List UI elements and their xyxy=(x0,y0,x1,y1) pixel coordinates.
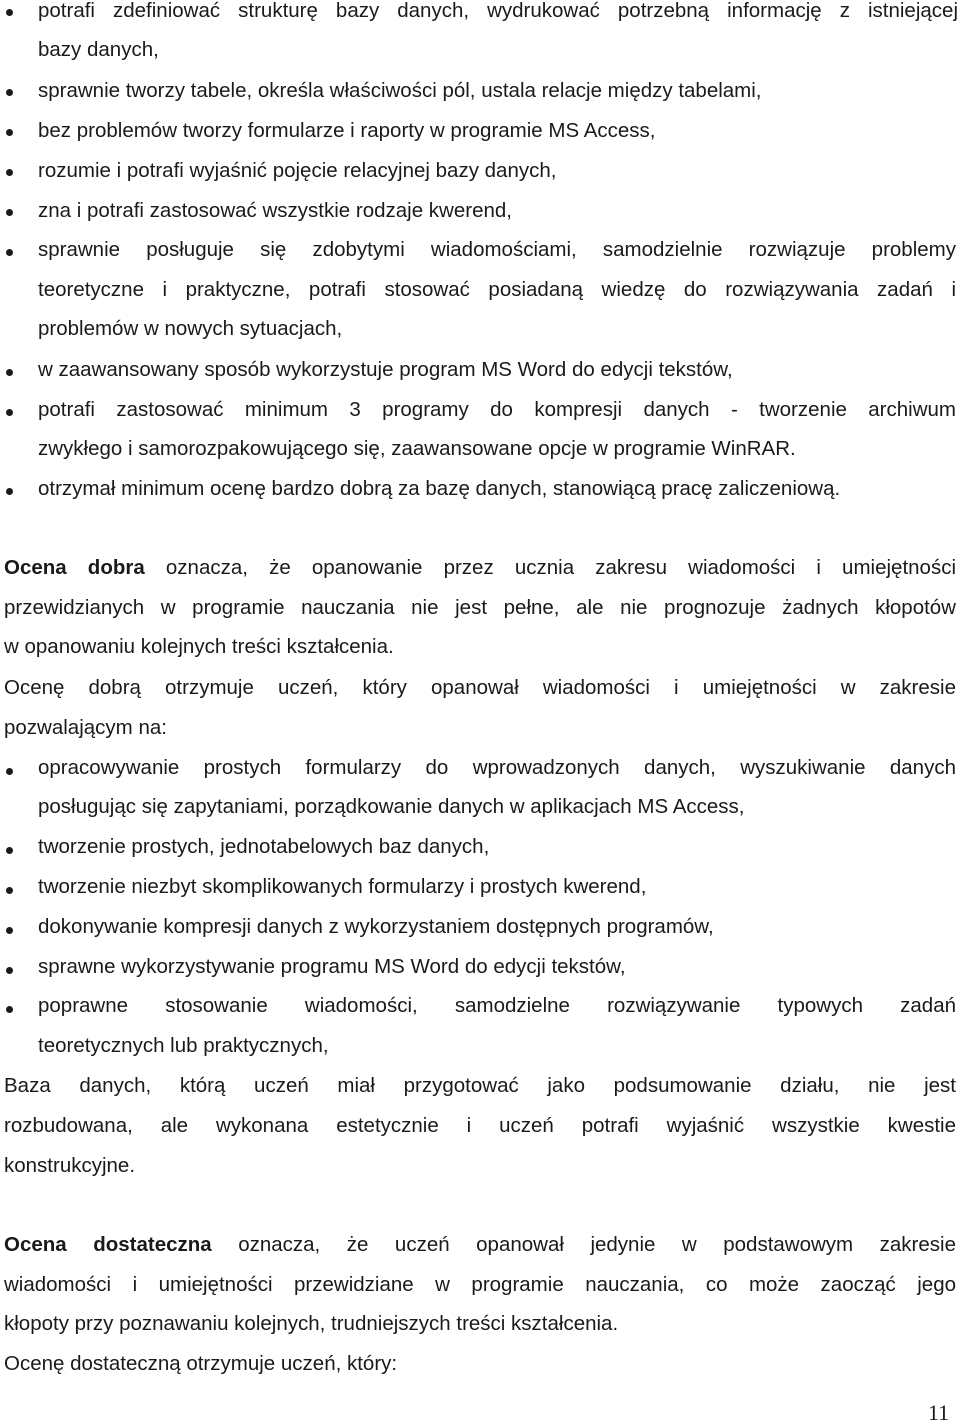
list-item-line: rozumie i potrafi wyjaśnić pojęcie relacyjnej bazy danych, xyxy=(38,159,557,182)
bullet-icon xyxy=(6,967,13,974)
list-item-line: teoretycznych lub praktycznych, xyxy=(38,1034,329,1057)
bullet-icon xyxy=(6,9,13,16)
paragraph-line: pozwalającym na: xyxy=(4,716,167,739)
list-item-line: problemów w nowych sytuacjach, xyxy=(38,317,343,340)
list-item-line: bazy danych, xyxy=(38,38,159,61)
bullet-icon xyxy=(6,89,13,96)
list-item-line: w zaawansowany sposób wykorzystuje program MS Word do edycji tekstów, xyxy=(38,358,733,381)
bullet-icon xyxy=(6,768,13,775)
bullet-icon xyxy=(6,847,13,854)
grade-heading: Ocena dostateczna xyxy=(4,1233,212,1256)
list-item-line: sprawnie posługuje się zdobytymi wiadomościami, samodzielnie rozwiązuje problemy xyxy=(38,238,956,261)
list-item-line: teoretyczne i praktyczne, potrafi stosować posiadaną wiedzę do rozwiązywania zadań i xyxy=(38,278,956,301)
bullet-icon xyxy=(6,409,13,416)
bullet-icon xyxy=(6,369,13,376)
list-item-line: potrafi zdefiniować strukturę bazy danych, wydrukować potrzebną informację z istniejącej xyxy=(38,0,958,22)
list-item-line: sprawne wykorzystywanie programu MS Word do edycji tekstów, xyxy=(38,955,626,978)
paragraph-line: Ocenę dobrą otrzymuje uczeń, który opanował wiadomości i umiejętności w zakresie xyxy=(4,676,956,699)
page-number: 11 xyxy=(928,1400,950,1425)
list-item-line: tworzenie niezbyt skomplikowanych formularzy i prostych kwerend, xyxy=(38,875,647,898)
paragraph-line: wiadomości i umiejętności przewidziane w programie nauczania, co może zaocząć jego xyxy=(4,1273,956,1296)
paragraph-line: w opanowaniu kolejnych treści kształcenia. xyxy=(4,635,394,658)
bullet-icon xyxy=(6,887,13,894)
paragraph-line: kłopoty przy poznawaniu kolejnych, trudniejszych treści kształcenia. xyxy=(4,1312,619,1335)
list-item-line: posługując się zapytaniami, porządkowanie danych w aplikacjach MS Access, xyxy=(38,795,745,818)
list-item-line: potrafi zastosować minimum 3 programy do kompresji danych - tworzenie archiwum xyxy=(38,398,956,421)
list-item-line: sprawnie tworzy tabele, określa właściwości pól, ustala relacje między tabelami, xyxy=(38,79,762,102)
grade-heading: Ocena dobra xyxy=(4,556,145,579)
list-item-line: otrzymał minimum ocenę bardzo dobrą za bazę danych, stanowiącą pracę zaliczeniową. xyxy=(38,477,841,500)
list-item-line: poprawne stosowanie wiadomości, samodzielne rozwiązywanie typowych zadań xyxy=(38,994,956,1017)
list-item-line: zna i potrafi zastosować wszystkie rodzaje kwerend, xyxy=(38,199,512,222)
bullet-icon xyxy=(6,129,13,136)
paragraph-text: oznacza, że uczeń opanował jedynie w podstawowym zakresie xyxy=(211,1233,956,1256)
paragraph-line: przewidzianych w programie nauczania nie jest pełne, ale nie prognozuje żadnych kłopotów xyxy=(4,596,956,619)
list-item-line: zwykłego i samorozpakowującego się, zaawansowane opcje w programie WinRAR. xyxy=(38,437,796,460)
list-item-line: dokonywanie kompresji danych z wykorzystaniem dostępnych programów, xyxy=(38,915,714,938)
bullet-icon xyxy=(6,249,13,256)
bullet-icon xyxy=(6,1006,13,1013)
bullet-icon xyxy=(6,209,13,216)
bullet-icon xyxy=(6,927,13,934)
list-item-line: bez problemów tworzy formularze i raporty w programie MS Access, xyxy=(38,119,656,142)
bullet-icon xyxy=(6,169,13,176)
paragraph-line: rozbudowana, ale wykonana estetycznie i uczeń potrafi wyjaśnić wszystkie kwestie xyxy=(4,1114,956,1137)
paragraph-text: oznacza, że opanowanie przez ucznia zakresu wiadomości i umiejętności xyxy=(144,556,957,579)
paragraph-line xyxy=(4,1232,956,1258)
bullet-icon xyxy=(6,488,13,495)
paragraph-line: konstrukcyjne. xyxy=(4,1154,136,1177)
list-item-line: tworzenie prostych, jednotabelowych baz danych, xyxy=(38,835,490,858)
list-item-line: opracowywanie prostych formularzy do wprowadzonych danych, wyszukiwanie danych xyxy=(38,756,956,779)
paragraph-line xyxy=(4,555,956,581)
paragraph-line: Ocenę dostateczną otrzymuje uczeń, który: xyxy=(4,1352,398,1375)
paragraph-line: Baza danych, którą uczeń miał przygotować jako podsumowanie działu, nie jest xyxy=(4,1074,956,1097)
